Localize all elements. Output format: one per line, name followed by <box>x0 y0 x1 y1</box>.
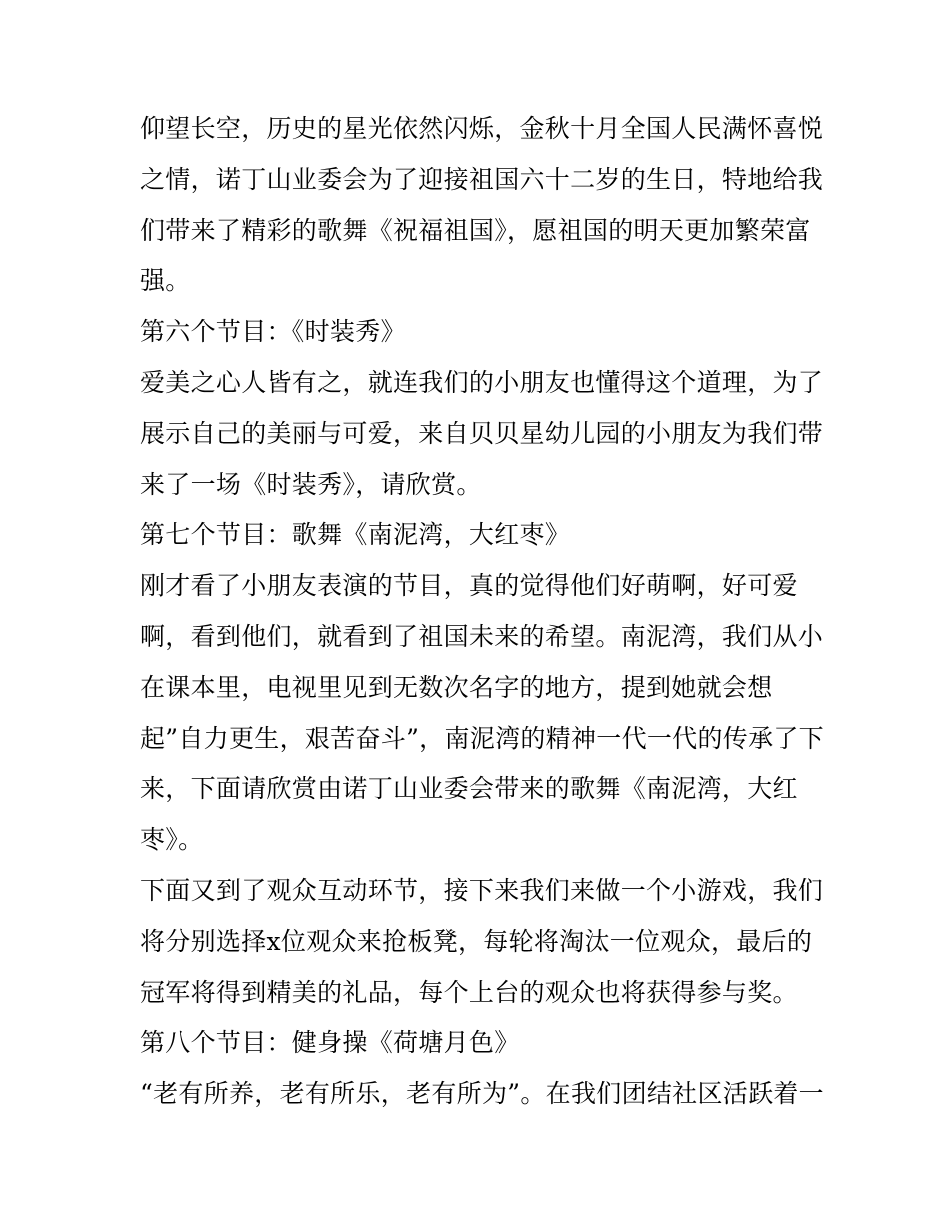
section-heading: 第八个节目：健身操《荷塘月色》 <box>140 1028 520 1058</box>
text-line: 啊，看到他们，就看到了祖国未来的希望。南泥湾，我们从小 <box>140 621 824 651</box>
text-line: 来了一场《时装秀》，请欣赏。 <box>140 469 482 499</box>
text-line: 仰望长空，历史的星光依然闪烁，金秋十月全国人民满怀喜悦 <box>140 114 824 143</box>
text-line: 展示自己的美丽与可爱，来自贝贝星幼儿园的小朋友为我们带 <box>140 418 824 448</box>
text-line: 枣》。 <box>140 825 204 855</box>
text-line: 们带来了精彩的歌舞《祝福祖国》，愿祖国的明天更加繁荣富 <box>140 215 811 245</box>
text-line: 之情，诺丁山业委会为了迎接祖国六十二岁的生日，特地给我 <box>140 164 824 194</box>
text-line: 刚才看了小朋友表演的节目，真的觉得他们好萌啊，好可爱 <box>140 571 798 601</box>
text-line: 爱美之心人皆有之，就连我们的小朋友也懂得这个道理，为了 <box>140 367 824 397</box>
text-line: 在课本里，电视里见到无数次名字的地方，提到她就会想 <box>140 672 773 702</box>
text-line: 来，下面请欣赏由诺丁山业委会带来的歌舞《南泥湾，大红 <box>140 774 798 804</box>
section-heading: 第六个节目：《时装秀》 <box>140 317 406 347</box>
document-body <box>140 104 824 1120</box>
text-line: 冠军将得到精美的礼品，每个上台的观众也将获得参与奖。 <box>140 977 798 1007</box>
text-line: 起”自力更生，艰苦奋斗”，南泥湾的精神一代一代的传承了下 <box>140 723 824 753</box>
section-heading: 第七个节目：歌舞《南泥湾，大红枣》 <box>140 520 571 550</box>
text-line: 将分别选择x位观众来抢板凳，每轮将淘汰一位观众，最后的 <box>140 926 813 956</box>
text-line: 下面又到了观众互动环节，接下来我们来做一个小游戏，我们 <box>140 875 824 905</box>
text-line: “老有所养，老有所乐，老有所为”。在我们团结社区活跃着一 <box>140 1079 824 1109</box>
text-line: 强。 <box>140 266 191 296</box>
